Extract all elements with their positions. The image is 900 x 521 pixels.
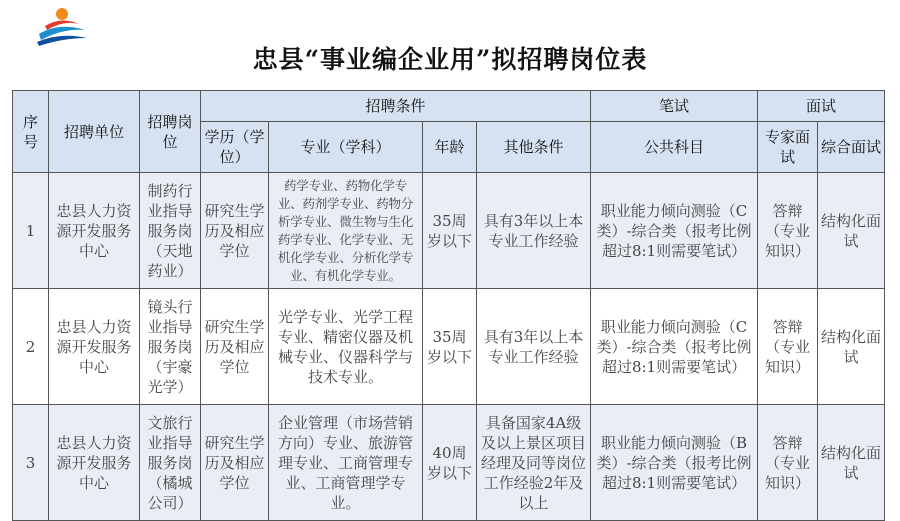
cell-education: 研究生学历及相应学位 [201, 405, 269, 521]
header-education: 学历（学位） [201, 122, 269, 173]
header-interview: 面试 [758, 91, 885, 122]
table-row [13, 405, 885, 521]
cell-seq: 3 [13, 405, 49, 521]
cell-education: 研究生学历及相应学位 [201, 173, 269, 289]
page-title: 忠县“事业编企业用”拟招聘岗位表 [252, 45, 648, 74]
cell-major: 光学专业、光学工程专业、精密仪器及机械专业、仪器科学与技术专业。 [269, 289, 423, 405]
header-comprehensive-interview: 综合面试 [818, 122, 885, 173]
cell-seq: 1 [13, 173, 49, 289]
cell-unit: 忠县人力资源开发服务中心 [49, 173, 140, 289]
cell-position: 文旅行业指导服务岗（橘城公司） [140, 405, 201, 521]
cell-major: 企业管理（市场营销方向）专业、旅游管理专业、工商管理专业、工商管理学专业。 [269, 405, 423, 521]
header-major: 专业（学科） [269, 122, 423, 173]
header-seq: 序号 [13, 91, 49, 173]
cell-written: 职业能力倾向测验（C类）-综合类（报考比例超过8:1则需要笔试） [591, 173, 758, 289]
header-age: 年龄 [423, 122, 477, 173]
cell-position: 制药行业指导服务岗（天地药业） [140, 173, 201, 289]
cell-expert: 答辩（专业知识） [758, 405, 818, 521]
header-conditions: 招聘条件 [201, 91, 591, 122]
cell-written: 职业能力倾向测验（C类）-综合类（报考比例超过8:1则需要笔试） [591, 289, 758, 405]
cell-comprehensive: 结构化面试 [818, 405, 885, 521]
cell-major: 药学专业、药物化学专业、药剂学专业、药物分析学专业、微生物与生化药学专业、化学专业、无机化学专业、分析化学专业、有机化学专业。 [269, 173, 423, 289]
cell-unit: 忠县人力资源开发服务中心 [49, 289, 140, 405]
table-row [13, 173, 885, 289]
header-other: 其他条件 [477, 122, 591, 173]
cell-other: 具备国家4A级及以上景区项目经理及同等岗位工作经验2年及以上 [477, 405, 591, 521]
header-position: 招聘岗位 [140, 91, 201, 173]
cell-other: 具有3年以上本专业工作经验 [477, 289, 591, 405]
recruitment-table [12, 90, 885, 521]
cell-comprehensive: 结构化面试 [818, 289, 885, 405]
cell-education: 研究生学历及相应学位 [201, 289, 269, 405]
header-public-subject: 公共科目 [591, 122, 758, 173]
cell-comprehensive: 结构化面试 [818, 173, 885, 289]
cell-written: 职业能力倾向测验（B类）-综合类（报考比例超过8:1则需要笔试） [591, 405, 758, 521]
cell-other: 具有3年以上本专业工作经验 [477, 173, 591, 289]
cell-age: 40周岁以下 [423, 405, 477, 521]
cell-seq: 2 [13, 289, 49, 405]
cell-age: 35周岁以下 [423, 289, 477, 405]
cell-position: 镜头行业指导服务岗（宇豪光学） [140, 289, 201, 405]
header-written: 笔试 [591, 91, 758, 122]
cell-expert: 答辩（专业知识） [758, 289, 818, 405]
cell-expert: 答辩（专业知识） [758, 173, 818, 289]
table-row [13, 289, 885, 405]
header-unit: 招聘单位 [49, 91, 140, 173]
cell-age: 35周岁以下 [423, 173, 477, 289]
cell-unit: 忠县人力资源开发服务中心 [49, 405, 140, 521]
header-expert-interview: 专家面试 [758, 122, 818, 173]
